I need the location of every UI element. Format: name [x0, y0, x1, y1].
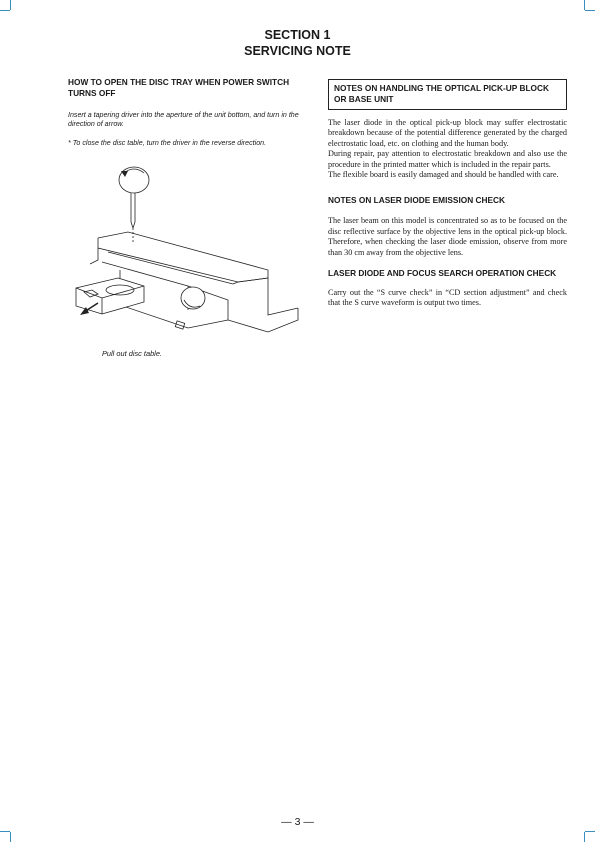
unit-front-face: [90, 248, 98, 264]
pickup-paragraph-1: The laser diode in the optical pick-up block may suffer electrostatic breakdown because of the potential difference generated by the charged electrostatic load, etc. on clothing and the human body.: [328, 118, 567, 148]
volume-knob: [181, 287, 205, 309]
corner-mark-top-left: [0, 10, 10, 11]
focus-search-heading: LASER DIODE AND FOCUS SEARCH OPERATION CHECK: [328, 268, 557, 279]
close-note: * To close the disc table, turn the driver in the reverse direction.: [68, 138, 267, 147]
pickup-paragraph-2: During repair, pay attention to electrostatic breakdown and also use the procedure in the printed matter which is included in the repair parts.: [328, 149, 567, 169]
left-column: [68, 77, 308, 148]
unit-top-face: [98, 238, 268, 282]
illustration-caption: Pull out disc table.: [102, 349, 162, 358]
laser-emission-heading: NOTES ON LASER DIODE EMISSION CHECK: [328, 195, 506, 206]
disc-tray-illustration: [68, 160, 308, 370]
page-number: — 3 —: [281, 816, 314, 828]
corner-mark-top-left: [10, 0, 11, 10]
corner-mark-top-right: [585, 10, 595, 11]
corner-mark-top-right: [584, 0, 585, 10]
corner-mark-bottom-right: [584, 832, 585, 842]
pickup-paragraph-3: The flexible board is easily damaged and should be handled with care.: [328, 170, 559, 180]
corner-mark-bottom-left: [10, 832, 11, 842]
right-column: [328, 79, 567, 309]
corner-mark-bottom-right: [585, 831, 595, 832]
corner-mark-bottom-left: [0, 831, 10, 832]
disc-tray-heading: HOW TO OPEN THE DISC TRAY WHEN POWER SWITCH TURNS OFF: [68, 77, 290, 98]
page-title: SERVICING NOTE: [244, 44, 351, 58]
unit-right-side: [268, 278, 298, 315]
driver-instruction: Insert a tapering driver into the aperture of the unit bottom, and turn in the direction of arrow.: [68, 111, 299, 129]
focus-search-paragraph: Carry out the “S curve check” in “CD section adjustment” and check that the S curve waveform is output two times.: [328, 288, 567, 308]
section-number: SECTION 1: [264, 28, 331, 42]
pickup-handling-heading: NOTES ON HANDLING THE OPTICAL PICK-UP BLOCK OR BASE UNIT: [328, 79, 567, 110]
screwdriver-handle: [119, 167, 149, 193]
laser-emission-paragraph: The laser beam on this model is concentrated so as to be focused on the disc reflective surface by the objective lens in the optical pick-up block. Therefore, when checking the laser diode emission, observe from more than 30 cm away from the objective lens.: [328, 216, 567, 257]
